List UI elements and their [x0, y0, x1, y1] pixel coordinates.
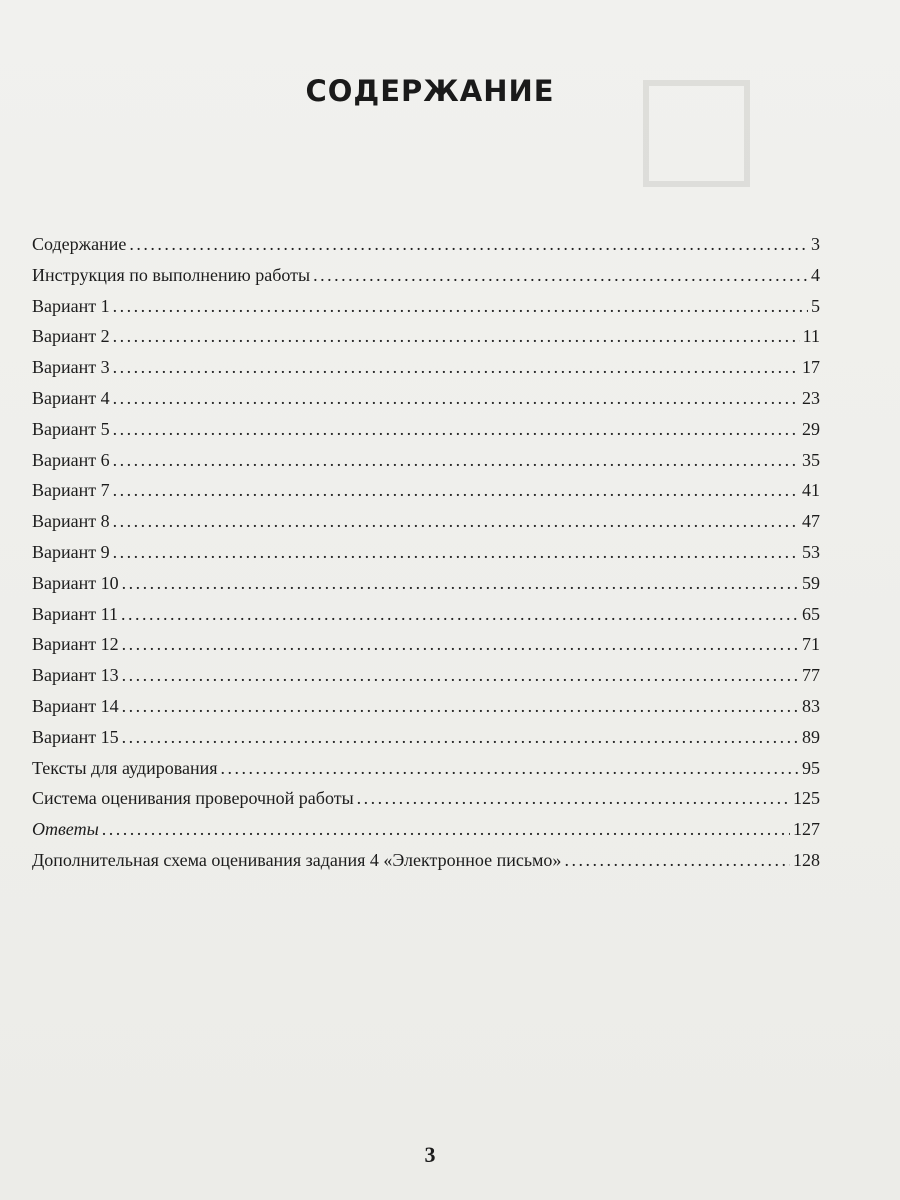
toc-entry-label: Вариант 2: [32, 326, 110, 347]
toc-entry-page: 35: [802, 449, 820, 470]
toc-entry[interactable]: [32, 599, 820, 630]
toc-entry-page: 65: [802, 603, 820, 624]
page-number: 3: [424, 1142, 436, 1167]
toc-entry[interactable]: [32, 783, 820, 814]
toc-leader-dots: [113, 383, 799, 414]
toc-leader-dots: [357, 783, 790, 814]
toc-entry-label: Дополнительная схема оценивания задания 4 «Электронное письмо»: [32, 849, 562, 870]
toc-entry-page: 23: [802, 387, 820, 408]
toc-entry-label: Вариант 10: [32, 572, 119, 593]
page-title: СОДЕРЖАНИЕ: [305, 74, 555, 108]
toc-entry-page: 5: [811, 295, 820, 316]
toc-entry[interactable]: [32, 383, 820, 414]
toc-leader-dots: [113, 352, 799, 383]
toc-entry-label: Вариант 14: [32, 695, 119, 716]
toc-entry[interactable]: [32, 229, 820, 260]
toc-entry-label: Содержание: [32, 234, 127, 254]
toc-entry[interactable]: [32, 629, 820, 660]
toc-entry-label: Вариант 6: [32, 449, 110, 470]
toc-entry[interactable]: [32, 660, 820, 691]
toc-entry-page: 77: [802, 665, 820, 686]
toc-entry-label: Вариант 8: [32, 511, 110, 532]
toc-leader-dots: [122, 629, 799, 660]
toc-entry-page: 95: [802, 757, 820, 778]
toc-leader-dots: [113, 537, 799, 568]
toc-entry[interactable]: [32, 506, 820, 537]
toc-entry-page: 71: [802, 634, 820, 655]
toc-entry-page: 17: [802, 357, 820, 378]
toc-entry[interactable]: [32, 475, 820, 506]
toc-entry-label: Вариант 5: [32, 418, 110, 439]
toc-leader-dots: [313, 260, 808, 291]
toc-entry-label: Вариант 12: [32, 634, 119, 655]
toc-entry[interactable]: [32, 814, 820, 845]
toc-entry-page: 53: [802, 541, 820, 562]
toc-entry-label: Система оценивания проверочной работы: [32, 788, 354, 809]
toc-entry-label: Вариант 1: [32, 295, 110, 316]
toc-entry-page: 127: [793, 819, 820, 840]
toc-entry-page: 11: [802, 326, 820, 347]
toc-entry[interactable]: [32, 445, 820, 476]
table-of-contents: [32, 229, 820, 876]
toc-entry[interactable]: [32, 414, 820, 445]
toc-entry-label: Ответы: [32, 819, 99, 840]
toc-entry[interactable]: [32, 568, 820, 599]
toc-entry[interactable]: [32, 691, 820, 722]
toc-entry-page: 3: [811, 234, 820, 254]
toc-leader-dots: [122, 568, 799, 599]
toc-entry[interactable]: [32, 722, 820, 753]
toc-entry-label: Вариант 9: [32, 541, 110, 562]
toc-leader-dots: [113, 475, 799, 506]
toc-entry-label: Инструкция по выполнению работы: [32, 264, 311, 285]
toc-entry-label: Вариант 13: [32, 665, 119, 686]
toc-leader-dots: [121, 599, 799, 630]
toc-entry-label: Вариант 11: [32, 603, 118, 624]
toc-entry-page: 89: [802, 726, 820, 747]
toc-leader-dots: [113, 414, 799, 445]
toc-leader-dots: [113, 321, 800, 352]
toc-entry-label: Тексты для аудирования: [32, 757, 218, 778]
toc-entry-page: 83: [802, 695, 820, 716]
toc-entry-label: Вариант 15: [32, 726, 119, 747]
toc-entry[interactable]: [32, 321, 820, 352]
toc-entry-page: 128: [793, 849, 820, 870]
toc-leader-dots: [129, 229, 808, 260]
toc-leader-dots: [102, 814, 790, 845]
toc-entry-page: 29: [802, 418, 820, 439]
toc-leader-dots: [113, 506, 799, 537]
toc-entry-label: Вариант 7: [32, 480, 110, 501]
toc-entry-page: 4: [811, 264, 820, 285]
toc-leader-dots: [113, 291, 808, 322]
toc-leader-dots: [122, 722, 799, 753]
toc-leader-dots: [221, 753, 800, 784]
toc-leader-dots: [113, 445, 799, 476]
toc-entry-page: 59: [802, 572, 820, 593]
toc-entry-page: 41: [802, 480, 820, 501]
toc-leader-dots: [122, 660, 799, 691]
toc-entry[interactable]: [32, 352, 820, 383]
toc-entry[interactable]: [32, 537, 820, 568]
toc-entry-page: 125: [793, 788, 820, 809]
toc-entry-label: Вариант 4: [32, 387, 110, 408]
toc-entry-label: Вариант 3: [32, 357, 110, 378]
toc-entry[interactable]: [32, 845, 820, 876]
toc-entry-page: 47: [802, 511, 820, 532]
toc-leader-dots: [564, 845, 790, 876]
toc-entry[interactable]: [32, 291, 820, 322]
toc-leader-dots: [122, 691, 799, 722]
toc-entry[interactable]: [32, 753, 820, 784]
toc-entry[interactable]: [32, 260, 820, 291]
